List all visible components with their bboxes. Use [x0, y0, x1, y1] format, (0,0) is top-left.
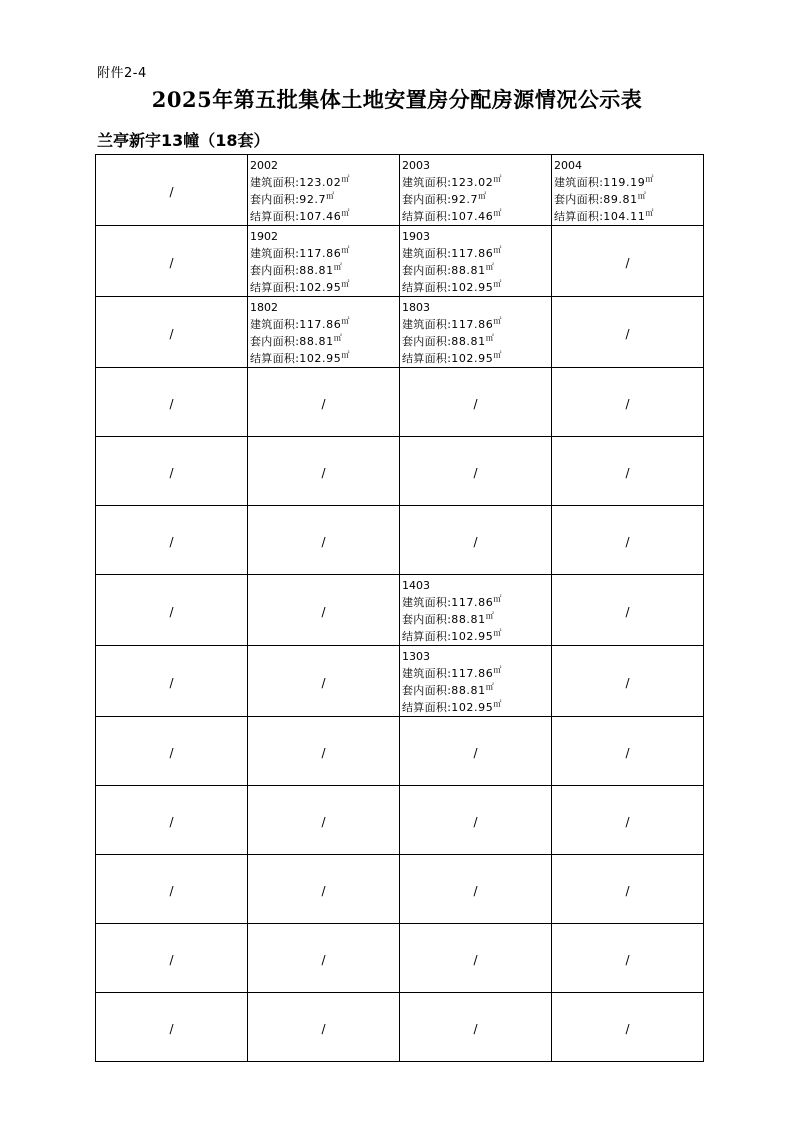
table-row	[96, 155, 704, 226]
unit-cell	[400, 297, 552, 368]
empty-cell	[552, 717, 704, 786]
empty-cell	[248, 855, 400, 924]
empty-marker: /	[321, 604, 326, 619]
square-meter-unit: ㎡	[493, 208, 502, 218]
building-area-value: 119.19	[603, 176, 646, 189]
settlement-area-label: 结算面积:	[402, 630, 452, 643]
settlement-area-value: 104.11	[603, 210, 646, 223]
table-row	[96, 368, 704, 437]
square-meter-unit: ㎡	[493, 665, 502, 675]
room-number: 1803	[402, 301, 430, 314]
empty-cell	[552, 575, 704, 646]
square-meter-unit: ㎡	[341, 316, 350, 326]
building-area-label: 建筑面积:	[250, 247, 300, 260]
interior-area-label: 套内面积:	[250, 264, 300, 277]
page-title: 2025年第五批集体土地安置房分配房源情况公示表	[151, 87, 643, 112]
room-number: 2002	[250, 159, 278, 172]
building-area-label: 建筑面积:	[554, 176, 604, 189]
square-meter-unit: ㎡	[493, 279, 502, 289]
empty-cell	[96, 993, 248, 1062]
table-row	[96, 297, 704, 368]
square-meter-unit: ㎡	[333, 262, 342, 272]
square-meter-unit: ㎡	[485, 682, 494, 692]
table-row	[96, 506, 704, 575]
building-label: 兰亭新宇13幢（18套）	[97, 131, 270, 150]
unit-info	[400, 646, 551, 716]
empty-marker: /	[625, 465, 630, 480]
interior-area-value: 89.81	[603, 193, 638, 206]
empty-cell	[400, 993, 552, 1062]
unit-cell	[400, 575, 552, 646]
settlement-area-value: 102.95	[451, 630, 494, 643]
settlement-area-label: 结算面积:	[402, 701, 452, 714]
interior-area-line	[250, 262, 399, 279]
unit-cell	[400, 226, 552, 297]
room-number: 1303	[402, 650, 430, 663]
settlement-area-line	[402, 350, 551, 367]
room-number: 1403	[402, 579, 430, 592]
empty-cell	[248, 786, 400, 855]
settlement-area-line	[402, 208, 551, 225]
empty-cell	[552, 506, 704, 575]
interior-area-value: 88.81	[451, 264, 486, 277]
empty-cell	[400, 437, 552, 506]
building-area-label: 建筑面积:	[402, 318, 452, 331]
unit-cell	[248, 297, 400, 368]
interior-area-line	[402, 682, 551, 699]
empty-marker: /	[473, 1021, 478, 1036]
settlement-area-line	[554, 208, 703, 225]
interior-area-label: 套内面积:	[402, 613, 452, 626]
square-meter-unit: ㎡	[341, 208, 350, 218]
empty-marker: /	[473, 396, 478, 411]
settlement-area-label: 结算面积:	[402, 210, 452, 223]
square-meter-unit: ㎡	[341, 279, 350, 289]
empty-marker: /	[169, 814, 174, 829]
interior-area-value: 88.81	[451, 684, 486, 697]
housing-table	[95, 154, 704, 1062]
interior-area-line	[402, 262, 551, 279]
building-area-value: 123.02	[299, 176, 342, 189]
empty-marker: /	[473, 534, 478, 549]
empty-marker: /	[625, 1021, 630, 1036]
table-row	[96, 717, 704, 786]
square-meter-unit: ㎡	[493, 350, 502, 360]
interior-area-line	[402, 191, 551, 208]
interior-area-label: 套内面积:	[402, 684, 452, 697]
empty-marker: /	[169, 326, 174, 341]
empty-marker: /	[625, 814, 630, 829]
settlement-area-label: 结算面积:	[402, 281, 452, 294]
square-meter-unit: ㎡	[341, 174, 350, 184]
empty-marker: /	[625, 534, 630, 549]
interior-area-line	[402, 611, 551, 628]
empty-cell	[400, 368, 552, 437]
interior-area-value: 92.7	[451, 193, 479, 206]
room-number: 2003	[402, 159, 430, 172]
empty-marker: /	[473, 883, 478, 898]
settlement-area-value: 102.95	[451, 281, 494, 294]
empty-marker: /	[321, 396, 326, 411]
unit-cell	[248, 226, 400, 297]
interior-area-label: 套内面积:	[402, 335, 452, 348]
empty-marker: /	[169, 675, 174, 690]
square-meter-unit: ㎡	[341, 245, 350, 255]
settlement-area-label: 结算面积:	[250, 352, 300, 365]
unit-info	[400, 297, 551, 367]
room-number: 2004	[554, 159, 582, 172]
interior-area-label: 套内面积:	[250, 335, 300, 348]
empty-marker: /	[169, 1021, 174, 1036]
unit-info	[552, 155, 703, 225]
settlement-area-line	[402, 279, 551, 296]
unit-info	[400, 155, 551, 225]
empty-cell	[400, 717, 552, 786]
settlement-area-line	[402, 699, 551, 716]
table-row	[96, 993, 704, 1062]
empty-cell	[248, 506, 400, 575]
empty-cell	[96, 437, 248, 506]
empty-cell	[96, 575, 248, 646]
room-number: 1903	[402, 230, 430, 243]
building-area-label: 建筑面积:	[402, 667, 452, 680]
building-area-value: 117.86	[299, 318, 342, 331]
square-meter-unit: ㎡	[493, 628, 502, 638]
building-area-value: 117.86	[451, 318, 494, 331]
empty-cell	[400, 786, 552, 855]
housing-table-body	[96, 155, 704, 1062]
empty-marker: /	[321, 675, 326, 690]
room-number: 1902	[250, 230, 278, 243]
building-area-value: 117.86	[451, 247, 494, 260]
unit-info	[248, 297, 399, 367]
empty-cell	[96, 297, 248, 368]
settlement-area-value: 107.46	[451, 210, 494, 223]
settlement-area-line	[402, 628, 551, 645]
building-area-line	[250, 316, 399, 333]
square-meter-unit: ㎡	[341, 350, 350, 360]
empty-marker: /	[321, 952, 326, 967]
empty-cell	[96, 786, 248, 855]
interior-area-label: 套内面积:	[402, 193, 452, 206]
empty-marker: /	[625, 883, 630, 898]
empty-cell	[96, 226, 248, 297]
unit-cell	[400, 646, 552, 717]
building-area-value: 117.86	[299, 247, 342, 260]
empty-cell	[248, 575, 400, 646]
square-meter-unit: ㎡	[485, 262, 494, 272]
room-number: 1802	[250, 301, 278, 314]
settlement-area-value: 102.95	[451, 352, 494, 365]
building-area-label: 建筑面积:	[402, 596, 452, 609]
building-area-line	[554, 174, 703, 191]
empty-cell	[248, 368, 400, 437]
square-meter-unit: ㎡	[493, 594, 502, 604]
empty-marker: /	[169, 465, 174, 480]
empty-cell	[96, 924, 248, 993]
empty-cell	[248, 717, 400, 786]
empty-marker: /	[321, 814, 326, 829]
empty-cell	[552, 855, 704, 924]
empty-cell	[248, 437, 400, 506]
building-area-line	[402, 245, 551, 262]
unit-cell	[552, 155, 704, 226]
empty-marker: /	[625, 604, 630, 619]
building-area-value: 123.02	[451, 176, 494, 189]
building-area-line	[402, 316, 551, 333]
settlement-area-value: 102.95	[299, 281, 342, 294]
settlement-area-line	[250, 279, 399, 296]
settlement-area-value: 102.95	[299, 352, 342, 365]
table-row	[96, 575, 704, 646]
building-area-label: 建筑面积:	[402, 176, 452, 189]
unit-info	[400, 226, 551, 296]
empty-cell	[552, 786, 704, 855]
empty-cell	[552, 368, 704, 437]
table-row	[96, 786, 704, 855]
empty-cell	[552, 297, 704, 368]
settlement-area-label: 结算面积:	[554, 210, 604, 223]
empty-marker: /	[169, 883, 174, 898]
square-meter-unit: ㎡	[493, 245, 502, 255]
building-area-label: 建筑面积:	[250, 318, 300, 331]
interior-area-line	[554, 191, 703, 208]
interior-area-value: 88.81	[299, 264, 334, 277]
empty-marker: /	[169, 604, 174, 619]
empty-cell	[96, 855, 248, 924]
empty-cell	[400, 855, 552, 924]
square-meter-unit: ㎡	[493, 316, 502, 326]
square-meter-unit: ㎡	[485, 333, 494, 343]
empty-cell	[552, 437, 704, 506]
empty-cell	[552, 924, 704, 993]
square-meter-unit: ㎡	[478, 191, 487, 201]
building-area-line	[402, 174, 551, 191]
settlement-area-label: 结算面积:	[402, 352, 452, 365]
empty-marker: /	[321, 883, 326, 898]
empty-marker: /	[625, 745, 630, 760]
square-meter-unit: ㎡	[326, 191, 335, 201]
building-area-line	[402, 665, 551, 682]
empty-marker: /	[169, 184, 174, 199]
building-area-label: 建筑面积:	[402, 247, 452, 260]
attachment-label: 附件2-4	[97, 66, 147, 81]
square-meter-unit: ㎡	[333, 333, 342, 343]
empty-marker: /	[169, 952, 174, 967]
empty-cell	[400, 924, 552, 993]
empty-cell	[400, 506, 552, 575]
interior-area-line	[402, 333, 551, 350]
empty-marker: /	[625, 255, 630, 270]
empty-marker: /	[625, 675, 630, 690]
empty-cell	[96, 155, 248, 226]
unit-cell	[400, 155, 552, 226]
empty-marker: /	[473, 465, 478, 480]
building-area-line	[250, 174, 399, 191]
interior-area-label: 套内面积:	[402, 264, 452, 277]
settlement-area-label: 结算面积:	[250, 210, 300, 223]
table-row	[96, 226, 704, 297]
square-meter-unit: ㎡	[645, 174, 654, 184]
square-meter-unit: ㎡	[485, 611, 494, 621]
empty-cell	[96, 646, 248, 717]
empty-cell	[552, 646, 704, 717]
table-row	[96, 855, 704, 924]
unit-cell	[248, 155, 400, 226]
empty-cell	[552, 226, 704, 297]
square-meter-unit: ㎡	[493, 174, 502, 184]
empty-marker: /	[169, 745, 174, 760]
empty-marker: /	[625, 326, 630, 341]
settlement-area-value: 107.46	[299, 210, 342, 223]
square-meter-unit: ㎡	[645, 208, 654, 218]
empty-marker: /	[321, 534, 326, 549]
unit-info	[248, 226, 399, 296]
building-area-label: 建筑面积:	[250, 176, 300, 189]
empty-marker: /	[473, 952, 478, 967]
settlement-area-line	[250, 350, 399, 367]
empty-marker: /	[473, 745, 478, 760]
interior-area-value: 88.81	[451, 335, 486, 348]
interior-area-label: 套内面积:	[554, 193, 604, 206]
table-row	[96, 924, 704, 993]
interior-area-value: 92.7	[299, 193, 327, 206]
empty-marker: /	[625, 396, 630, 411]
square-meter-unit: ㎡	[493, 699, 502, 709]
empty-cell	[96, 717, 248, 786]
building-area-value: 117.86	[451, 596, 494, 609]
empty-cell	[96, 368, 248, 437]
table-row	[96, 437, 704, 506]
settlement-area-label: 结算面积:	[250, 281, 300, 294]
empty-marker: /	[473, 814, 478, 829]
interior-area-value: 88.81	[451, 613, 486, 626]
settlement-area-value: 102.95	[451, 701, 494, 714]
empty-cell	[248, 924, 400, 993]
interior-area-line	[250, 333, 399, 350]
empty-cell	[96, 506, 248, 575]
settlement-area-line	[250, 208, 399, 225]
building-area-line	[402, 594, 551, 611]
empty-marker: /	[169, 255, 174, 270]
building-area-line	[250, 245, 399, 262]
empty-marker: /	[321, 745, 326, 760]
square-meter-unit: ㎡	[637, 191, 646, 201]
interior-area-line	[250, 191, 399, 208]
building-area-value: 117.86	[451, 667, 494, 680]
empty-cell	[552, 993, 704, 1062]
empty-marker: /	[321, 1021, 326, 1036]
empty-cell	[248, 646, 400, 717]
unit-info	[400, 575, 551, 645]
empty-marker: /	[625, 952, 630, 967]
empty-cell	[248, 993, 400, 1062]
unit-info	[248, 155, 399, 225]
interior-area-label: 套内面积:	[250, 193, 300, 206]
empty-marker: /	[169, 396, 174, 411]
interior-area-value: 88.81	[299, 335, 334, 348]
table-row	[96, 646, 704, 717]
empty-marker: /	[169, 534, 174, 549]
empty-marker: /	[321, 465, 326, 480]
